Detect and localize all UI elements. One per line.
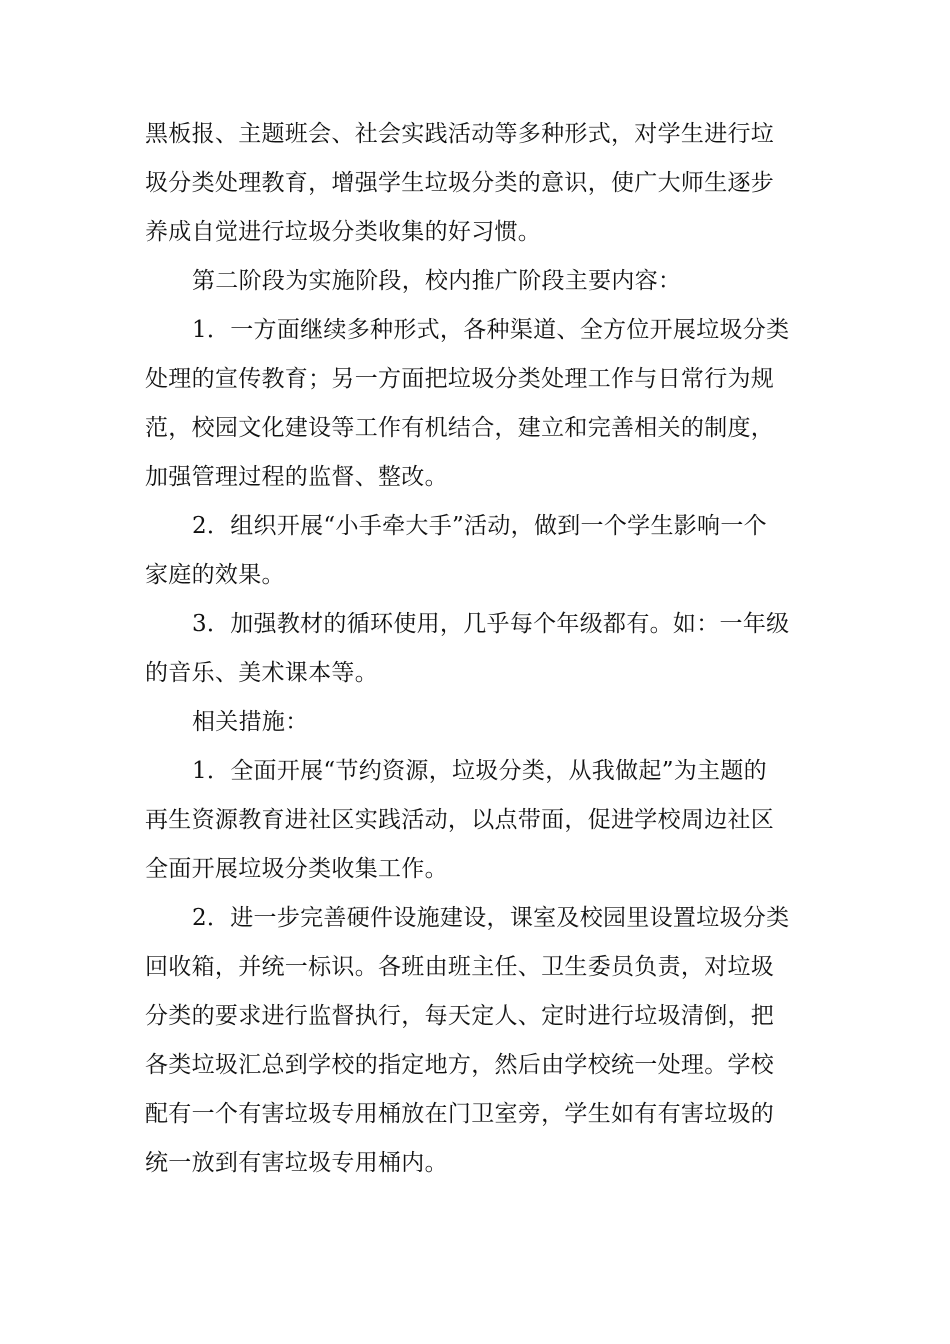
- text-line: 各类垃圾汇总到学校的指定地方，然后由学校统一处理。学校: [145, 1052, 775, 1078]
- text-line: 加强管理过程的监督、整改。: [145, 464, 448, 490]
- text-line: 再生资源教育进社区实践活动，以点带面，促进学校周边社区: [145, 807, 775, 833]
- paragraph-heading-stage-two: 第二阶段为实施阶段，校内推广阶段主要内容：: [192, 268, 682, 294]
- text-line: 回收箱，并统一标识。各班由班主任、卫生委员负责，对垃圾: [145, 954, 775, 980]
- text-line: 配有一个有害垃圾专用桶放在门卫室旁，学生如有有害垃圾的: [145, 1101, 775, 1127]
- text-line: 统一放到有害垃圾专用桶内。: [145, 1150, 448, 1176]
- list-item-3-start: 3．加强教材的循环使用，几乎每个年级都有。如：一年级: [192, 611, 790, 637]
- list-item-1-start: 1．一方面继续多种形式，各种渠道、全方位开展垃圾分类: [192, 317, 790, 343]
- list-item-2-start: 2．组织开展“小手牵大手”活动，做到一个学生影响一个: [192, 513, 767, 539]
- text-line: 圾分类处理教育，增强学生垃圾分类的意识，使广大师生逐步: [145, 170, 775, 196]
- body-text: [145, 110, 810, 1188]
- text-line: 家庭的效果。: [145, 562, 285, 588]
- measure-item-1-start: 1．全面开展“节约资源，垃圾分类，从我做起”为主题的: [192, 758, 767, 784]
- text-line: 处理的宣传教育；另一方面把垃圾分类处理工作与日常行为规: [145, 366, 775, 392]
- text-line: 的音乐、美术课本等。: [145, 660, 378, 686]
- text-line: 黑板报、主题班会、社会实践活动等多种形式，对学生进行垃: [145, 121, 775, 147]
- text-line: 养成自觉进行垃圾分类收集的好习惯。: [145, 219, 542, 245]
- measure-item-2-start: 2．进一步完善硬件设施建设，课室及校园里设置垃圾分类: [192, 905, 790, 931]
- text-line: 分类的要求进行监督执行，每天定人、定时进行垃圾清倒，把: [145, 1003, 775, 1029]
- section-heading-measures: 相关措施：: [192, 709, 309, 735]
- text-line: 全面开展垃圾分类收集工作。: [145, 856, 448, 882]
- text-line: 范，校园文化建设等工作有机结合，建立和完善相关的制度，: [145, 415, 775, 441]
